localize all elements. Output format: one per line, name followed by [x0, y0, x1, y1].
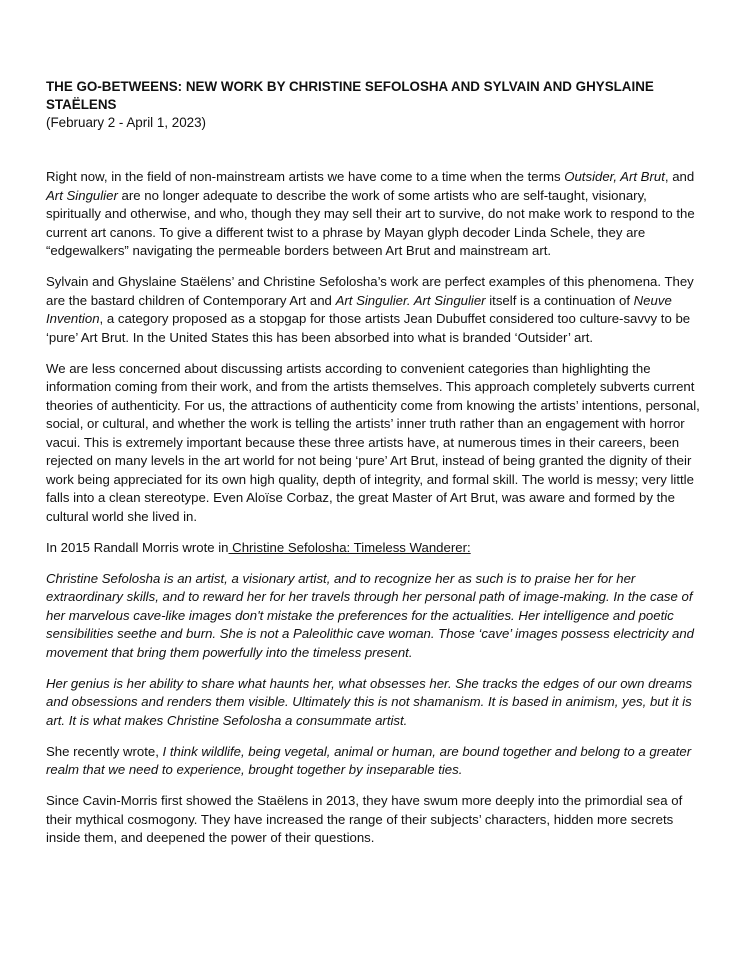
document-page: [46, 78, 702, 860]
p2-text-e: , a category proposed as a stopgap for those artists Jean Dubuffet considered too culture-savvy to be ‘pure’ Art Brut. In the United States this has been absorbed into what is branded ‘Outsider’ art.: [46, 311, 691, 345]
quote-paragraph-1: Christine Sefolosha is an artist, a visionary artist, and to recognize her as such is to praise her for her extraordinary skills, and to reward her for her travels through her personal path of image-making. In the case of her marvelous cave-like images don't mistake the preferences for the actualities. Her intelligence and poetic sensibilities seethe and burn. She is not a Paleolithic cave woman. Those ‘cave’ images possess electricity and movement that bring them powerfully into the timeless present.: [46, 570, 694, 660]
p1-italic-art-singulier: Art Singulier: [46, 187, 118, 203]
p1-text-e: are no longer adequate to describe the work of some artists who are self-taught, visionary, spiritually and otherwise, and who, though they may sell their art to survive, do not make work to respond to the current art canons. To give a different twist to a phrase by Mayan glyph decoder Linda Schele, they are “edgewalkers” navigating the permeable borders between Art Brut and mainstream art.: [46, 187, 695, 258]
paragraph-citation: [46, 539, 702, 558]
p2-text-c: itself is a continuation of: [485, 292, 634, 308]
p2-italic-art-singulier: Art Singulier. Art Singulier: [335, 292, 486, 308]
quote-paragraph-2: Her genius is her ability to share what haunts her, what obsesses her. She tracks the edges of our own dreams and obsessions and renders them visible. Ultimately this is not shamanism. It is based in animism, yes, but it is art. It is what makes Christine Sefolosha a consummate artist.: [46, 675, 693, 728]
document-title: [46, 78, 702, 114]
p7-italic-quote: I think wildlife, being vegetal, animal or human, are bound together and belong to a greater realm that we need to experience, brought together by inseparable ties.: [46, 743, 692, 777]
title-line-2: STAËLENS: [46, 97, 117, 112]
book-title-link[interactable]: Christine Sefolosha: Timeless Wanderer:: [228, 539, 471, 555]
title-line-1: THE GO-BETWEENS: NEW WORK BY CHRISTINE SEFOLOSHA AND SYLVAIN AND GHYSLAINE: [46, 79, 654, 94]
paragraph-staelens: Since Cavin-Morris first showed the Staëlens in 2013, they have swum more deeply into the primordial sea of their mythical cosmogony. They have increased the range of their subjects’ characters, hidden more secrets inside them, and deepened the power of their questions.: [46, 793, 683, 845]
paragraph-examples: [46, 273, 702, 347]
p2-italic-neuve-invention: Neuve Invention: [46, 292, 672, 326]
paragraph-authenticity: We are less concerned about discussing artists according to convenient categories than highlighting the information coming from their work, and from the artists themselves. This approach completely subverts current theories of authenticity. For us, the attractions of authenticity come from knowing the artists’ intentions, personal, social, or cultural, and whether the work is telling the artists’ inner truth rather than an engagement with horror vacui. This is extremely important because these three artists have, at numerous times in their careers, been rejected on many levels in the art world for not being ‘pure’ Art Brut, instead of being granted the dignity of their work being appreciated for its own high quality, depth of integrity, and formal skill. The world is messy; very little falls into a clean stereotype. Even Aloïse Corbaz, the great Master of Art Brut, was aware and formed by the cultural world she lived in.: [46, 360, 700, 524]
exhibition-dates: (February 2 - April 1, 2023): [46, 115, 207, 130]
p1-italic-terms: Outsider, Art Brut: [564, 169, 665, 184]
paragraph-artist-quote: [46, 743, 702, 780]
p2-text-a: Sylvain and Ghyslaine Staëlens’ and Christine Sefolosha’s work are perfect examples of this phenomena. They are the bastard children of Contemporary Art and: [46, 274, 694, 308]
p1-text-c: , and: [664, 169, 695, 184]
paragraph-intro: [46, 168, 702, 261]
p1-text-a: Right now, in the field of non-mainstream artists we have come to a time when the terms: [46, 169, 565, 184]
p4-text-a: In 2015 Randall Morris wrote in: [46, 539, 229, 555]
p7-text-a: She recently wrote,: [46, 743, 163, 759]
